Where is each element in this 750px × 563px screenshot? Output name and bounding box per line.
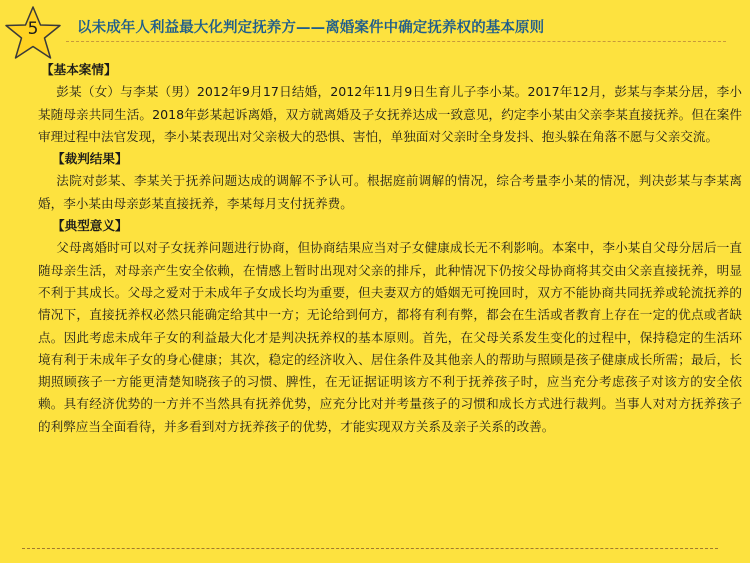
- badge-number: 5: [27, 19, 39, 39]
- section-heading-case: 【基本案情】: [41, 62, 117, 77]
- section-paragraph-case: 彭某（女）与李某（男）2012年9月17日结婚，2012年11月9日生育儿子李小某。2017年12月，彭某与李某分居，李小某随母亲共同生活。2018年彭某起诉离婚，双方就离婚及子女抚养达成一致意见，约定李小某由父亲李某直接抚养。但在案件审理过程中法官发现，李小某表现出对父亲极大的恐惧、害怕，单独面对父亲时全身发抖、抱头躲在角落不愿与父亲交流。: [38, 84, 742, 144]
- section-paragraph-verdict: 法院对彭某、李某关于抚养问题达成的调解不予认可。根据庭前调解的情况，综合考量李小某的情况，判决彭某与李某离婚，李小某由母亲彭某直接抚养，李某每月支付抚养费。: [38, 173, 742, 211]
- page-title: 以未成年人利益最大化判定抚养方——离婚案件中确定抚养权的基本原则: [77, 20, 545, 36]
- article-body: [38, 59, 742, 438]
- header-divider: [66, 41, 726, 42]
- section-paragraph-significance: 父母离婚时可以对子女抚养问题进行协商，但协商结果应当对子女健康成长无不利影响。本案中，李小某自父母分居后一直随母亲生活，对母亲产生安全依赖，在情感上暂时出现对父亲的排斥，此种情况下仍按父母协商将其交由父亲直接抚养，明显不利于其成长。父母之爱对于未成年子女成长均为重要，但夫妻双方的婚姻无可挽回时，双方不能协商共同抚养或轮流抚养的情况下，直接抚养权必然只能确定给其中一方；无论给到何方，都将有利有弊，都会在生活或者教育上存在一定的优点或者缺点。因此考虑未成年子女的利益最大化才是判决抚养权的基本原则。首先，在父母关系发生变化的过程中，保持稳定的生活环境有利于未成年子女的身心健康；其次，稳定的经济收入、居住条件及其他亲人的帮助与照顾是孩子健康成长所需；最后，长期照顾孩子一方能更清楚知晓孩子的习惯、脾性，在无证据证明该方不利于抚养孩子时，应当充分考虑孩子对该方的安全依赖。具有经济优势的一方并不当然具有抚养优势，应充分比对并考量孩子的习惯和成长方式进行裁判。当事人对对方抚养孩子的利弊应当全面看待，并多看到对方抚养孩子的优势，才能实现双方关系及亲子关系的改善。: [38, 240, 742, 434]
- section-heading-verdict: 【裁判结果】: [52, 151, 128, 167]
- footer-divider: [22, 548, 718, 549]
- number-badge: [2, 4, 64, 64]
- section-heading-significance: 【典型意义】: [52, 218, 128, 234]
